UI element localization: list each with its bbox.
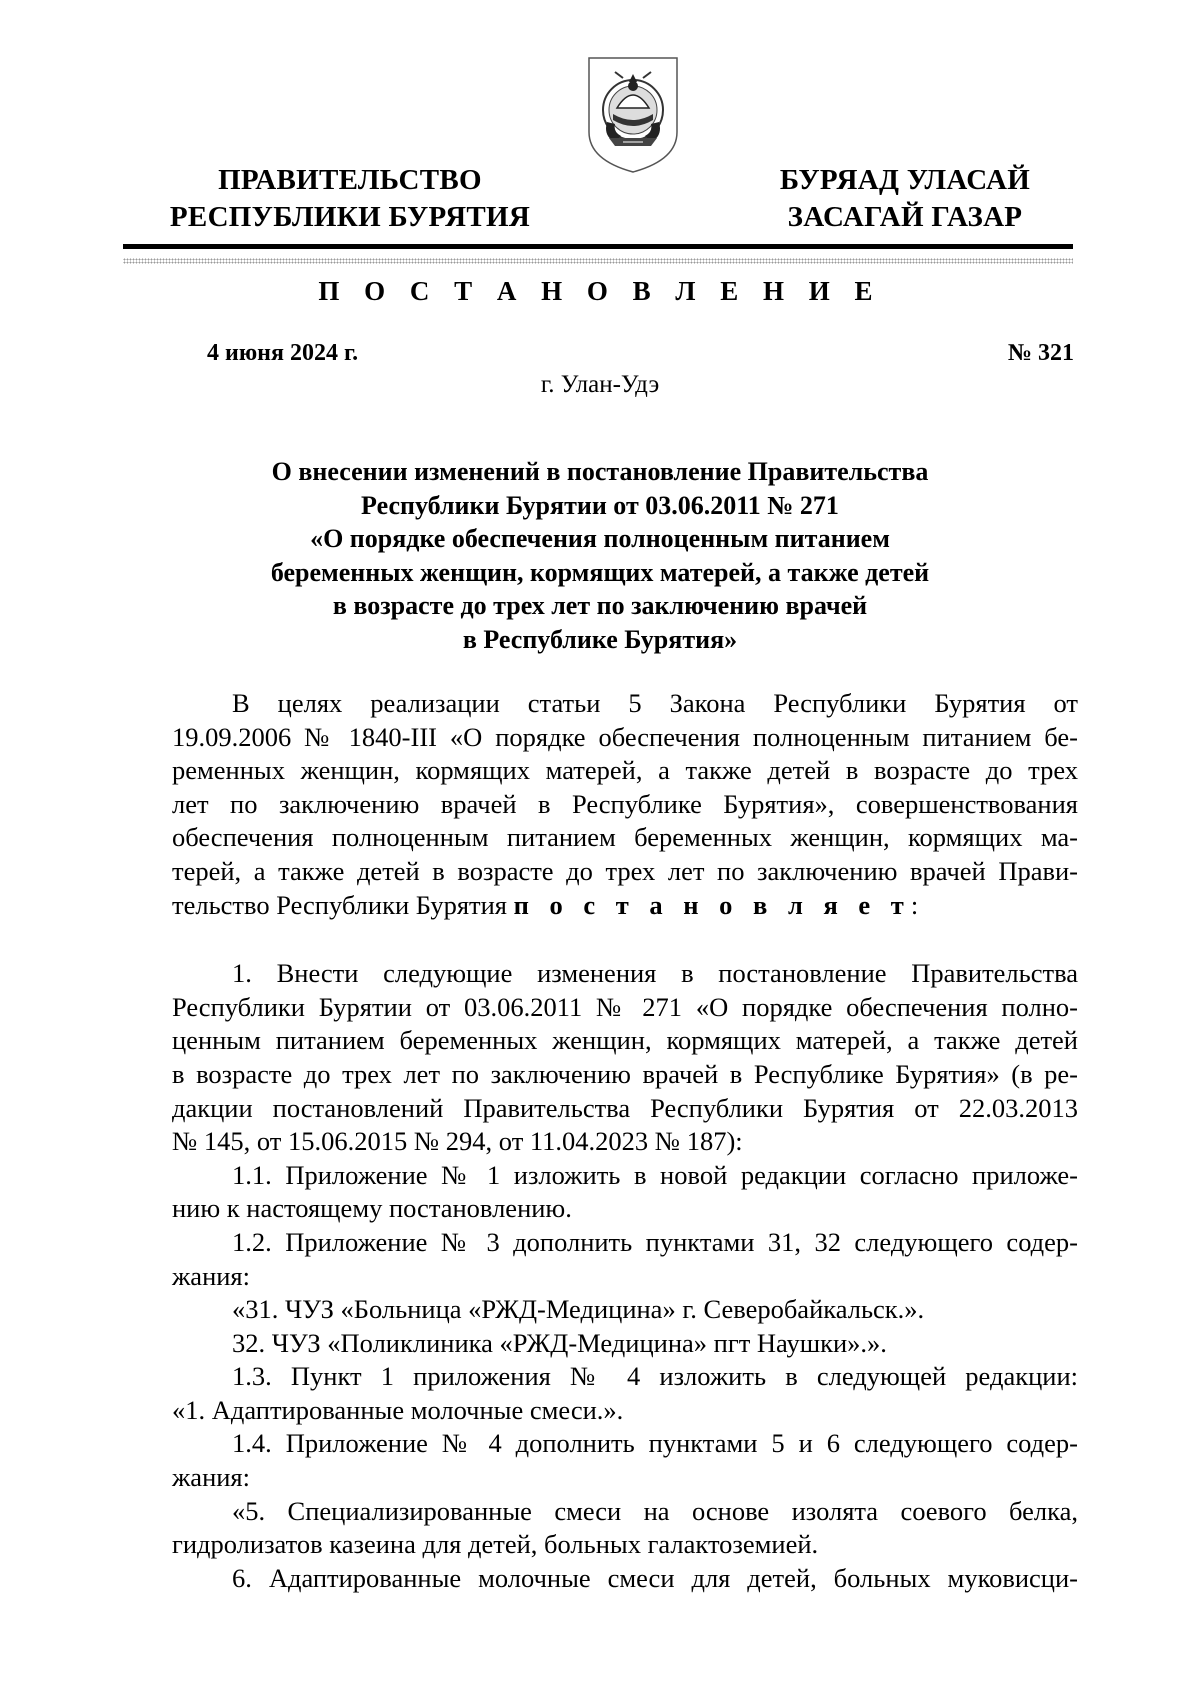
- item1-4-point5-line: гидролизатов казеина для детей, больных галактоземией.: [172, 1529, 819, 1560]
- item1-line: Республики Бурятии от 03.06.2011 № 271 «О порядке обеспечения полно-: [172, 991, 1078, 1022]
- header-right: [745, 162, 1065, 236]
- item1-2-line: жания:: [172, 1260, 250, 1291]
- header-divider-thick: [123, 244, 1073, 249]
- document-city: г. Улан-Удэ: [540, 371, 660, 398]
- preamble-line: обеспечения полноценным питанием беременных женщин, кормящих ма-: [172, 822, 1078, 853]
- header-left: [150, 162, 550, 236]
- preamble-last-text: тельство Республики Бурятия: [172, 889, 514, 920]
- header-left-line1: ПРАВИТЕЛЬСТВО: [218, 164, 482, 196]
- item1-4-line: жания:: [172, 1462, 250, 1493]
- item1-4-point6: 6. Адаптированные молочные смеси для детей, больных муковисци-: [232, 1562, 1078, 1593]
- preamble-line: терей, а также детей в возрасте до трех лет по заключению врачей Прави-: [172, 855, 1078, 886]
- item1-1-line: 1.1. Приложение № 1 изложить в новой редакции согласно приложе-: [232, 1159, 1078, 1190]
- item1-line: 1. Внести следующие изменения в постановление Правительства: [232, 958, 1078, 989]
- item1-3-line: «1. Адаптированные молочные смеси.».: [172, 1394, 624, 1425]
- document-date: 4 июня 2024 г.: [207, 340, 359, 366]
- item1-2-point32: 32. ЧУЗ «Поликлиника «РЖД-Медицина» пгт Наушки».».: [232, 1327, 887, 1358]
- item1-line: дакции постановлений Правительства Республики Бурятия от 22.03.2013: [172, 1092, 1078, 1123]
- item1-2-point31: «31. ЧУЗ «Больница «РЖД-Медицина» г. Северобайкальск.».: [232, 1294, 925, 1325]
- header-divider-dotted: [123, 258, 1073, 264]
- item1-line: в возрасте до трех лет по заключению врачей в Республике Бурятия» (в ре-: [172, 1058, 1078, 1089]
- title-line: Республики Бурятии от 03.06.2011 № 271: [361, 490, 839, 520]
- title-line: в возрасте до трех лет по заключению врачей: [332, 591, 868, 620]
- document-number: № 321: [1007, 340, 1074, 366]
- preamble-line: ременных женщин, кормящих матерей, а также детей в возрасте до трех: [172, 755, 1078, 786]
- header-right-line1: БУРЯАД УЛАСАЙ: [779, 164, 1031, 196]
- item1-1-line: нию к настоящему постановлению.: [172, 1193, 572, 1224]
- item1-line: № 145, от 15.06.2015 № 294, от 11.04.2023 № 187):: [172, 1126, 743, 1157]
- preamble-line: 19.09.2006 № 1840-III «О порядке обеспечения полноценным питанием бе-: [172, 721, 1078, 752]
- title-line: беременных женщин, кормящих матерей, а также детей: [270, 557, 930, 587]
- item1-line: ценным питанием беременных женщин, кормящих матерей, а также детей: [172, 1025, 1078, 1056]
- coat-of-arms-icon: [585, 52, 681, 176]
- item1-4-line: 1.4. Приложение № 4 дополнить пунктами 5 и 6 следующего содер-: [232, 1428, 1078, 1459]
- header-left-line2: РЕСПУБЛИКИ БУРЯТИЯ: [169, 201, 531, 233]
- resolves-emphasis: п о с т а н о в л я е т: [513, 889, 911, 920]
- item1-2-line: 1.2. Приложение № 3 дополнить пунктами 31, 32 следующего содер-: [232, 1226, 1078, 1257]
- preamble-line: лет по заключению врачей в Республике Бурятия», совершенствования: [172, 788, 1078, 819]
- item1-4-point5-line: «5. Специализированные смеси на основе изолята соевого белка,: [232, 1495, 1078, 1526]
- preamble-last-end: :: [910, 889, 919, 920]
- preamble-last-line: [172, 889, 1078, 923]
- document-title: [170, 455, 1030, 656]
- document-body: [172, 687, 1078, 1595]
- preamble-line: В целях реализации статьи 5 Закона Республики Бурятия от: [232, 688, 1078, 718]
- title-line: «О порядке обеспечения полноценным питанием: [310, 524, 890, 553]
- item1-3-line: 1.3. Пункт 1 приложения № 4 изложить в следующей редакции:: [232, 1361, 1078, 1392]
- document-type: П О С Т А Н О В Л Е Н И Е: [318, 276, 882, 306]
- title-line: в Республике Бурятия»: [462, 624, 738, 654]
- title-line: О внесении изменений в постановление Правительства: [271, 457, 929, 486]
- header-right-line2: ЗАСАГАЙ ГАЗАР: [787, 201, 1023, 233]
- paragraph-gap: [172, 922, 1078, 957]
